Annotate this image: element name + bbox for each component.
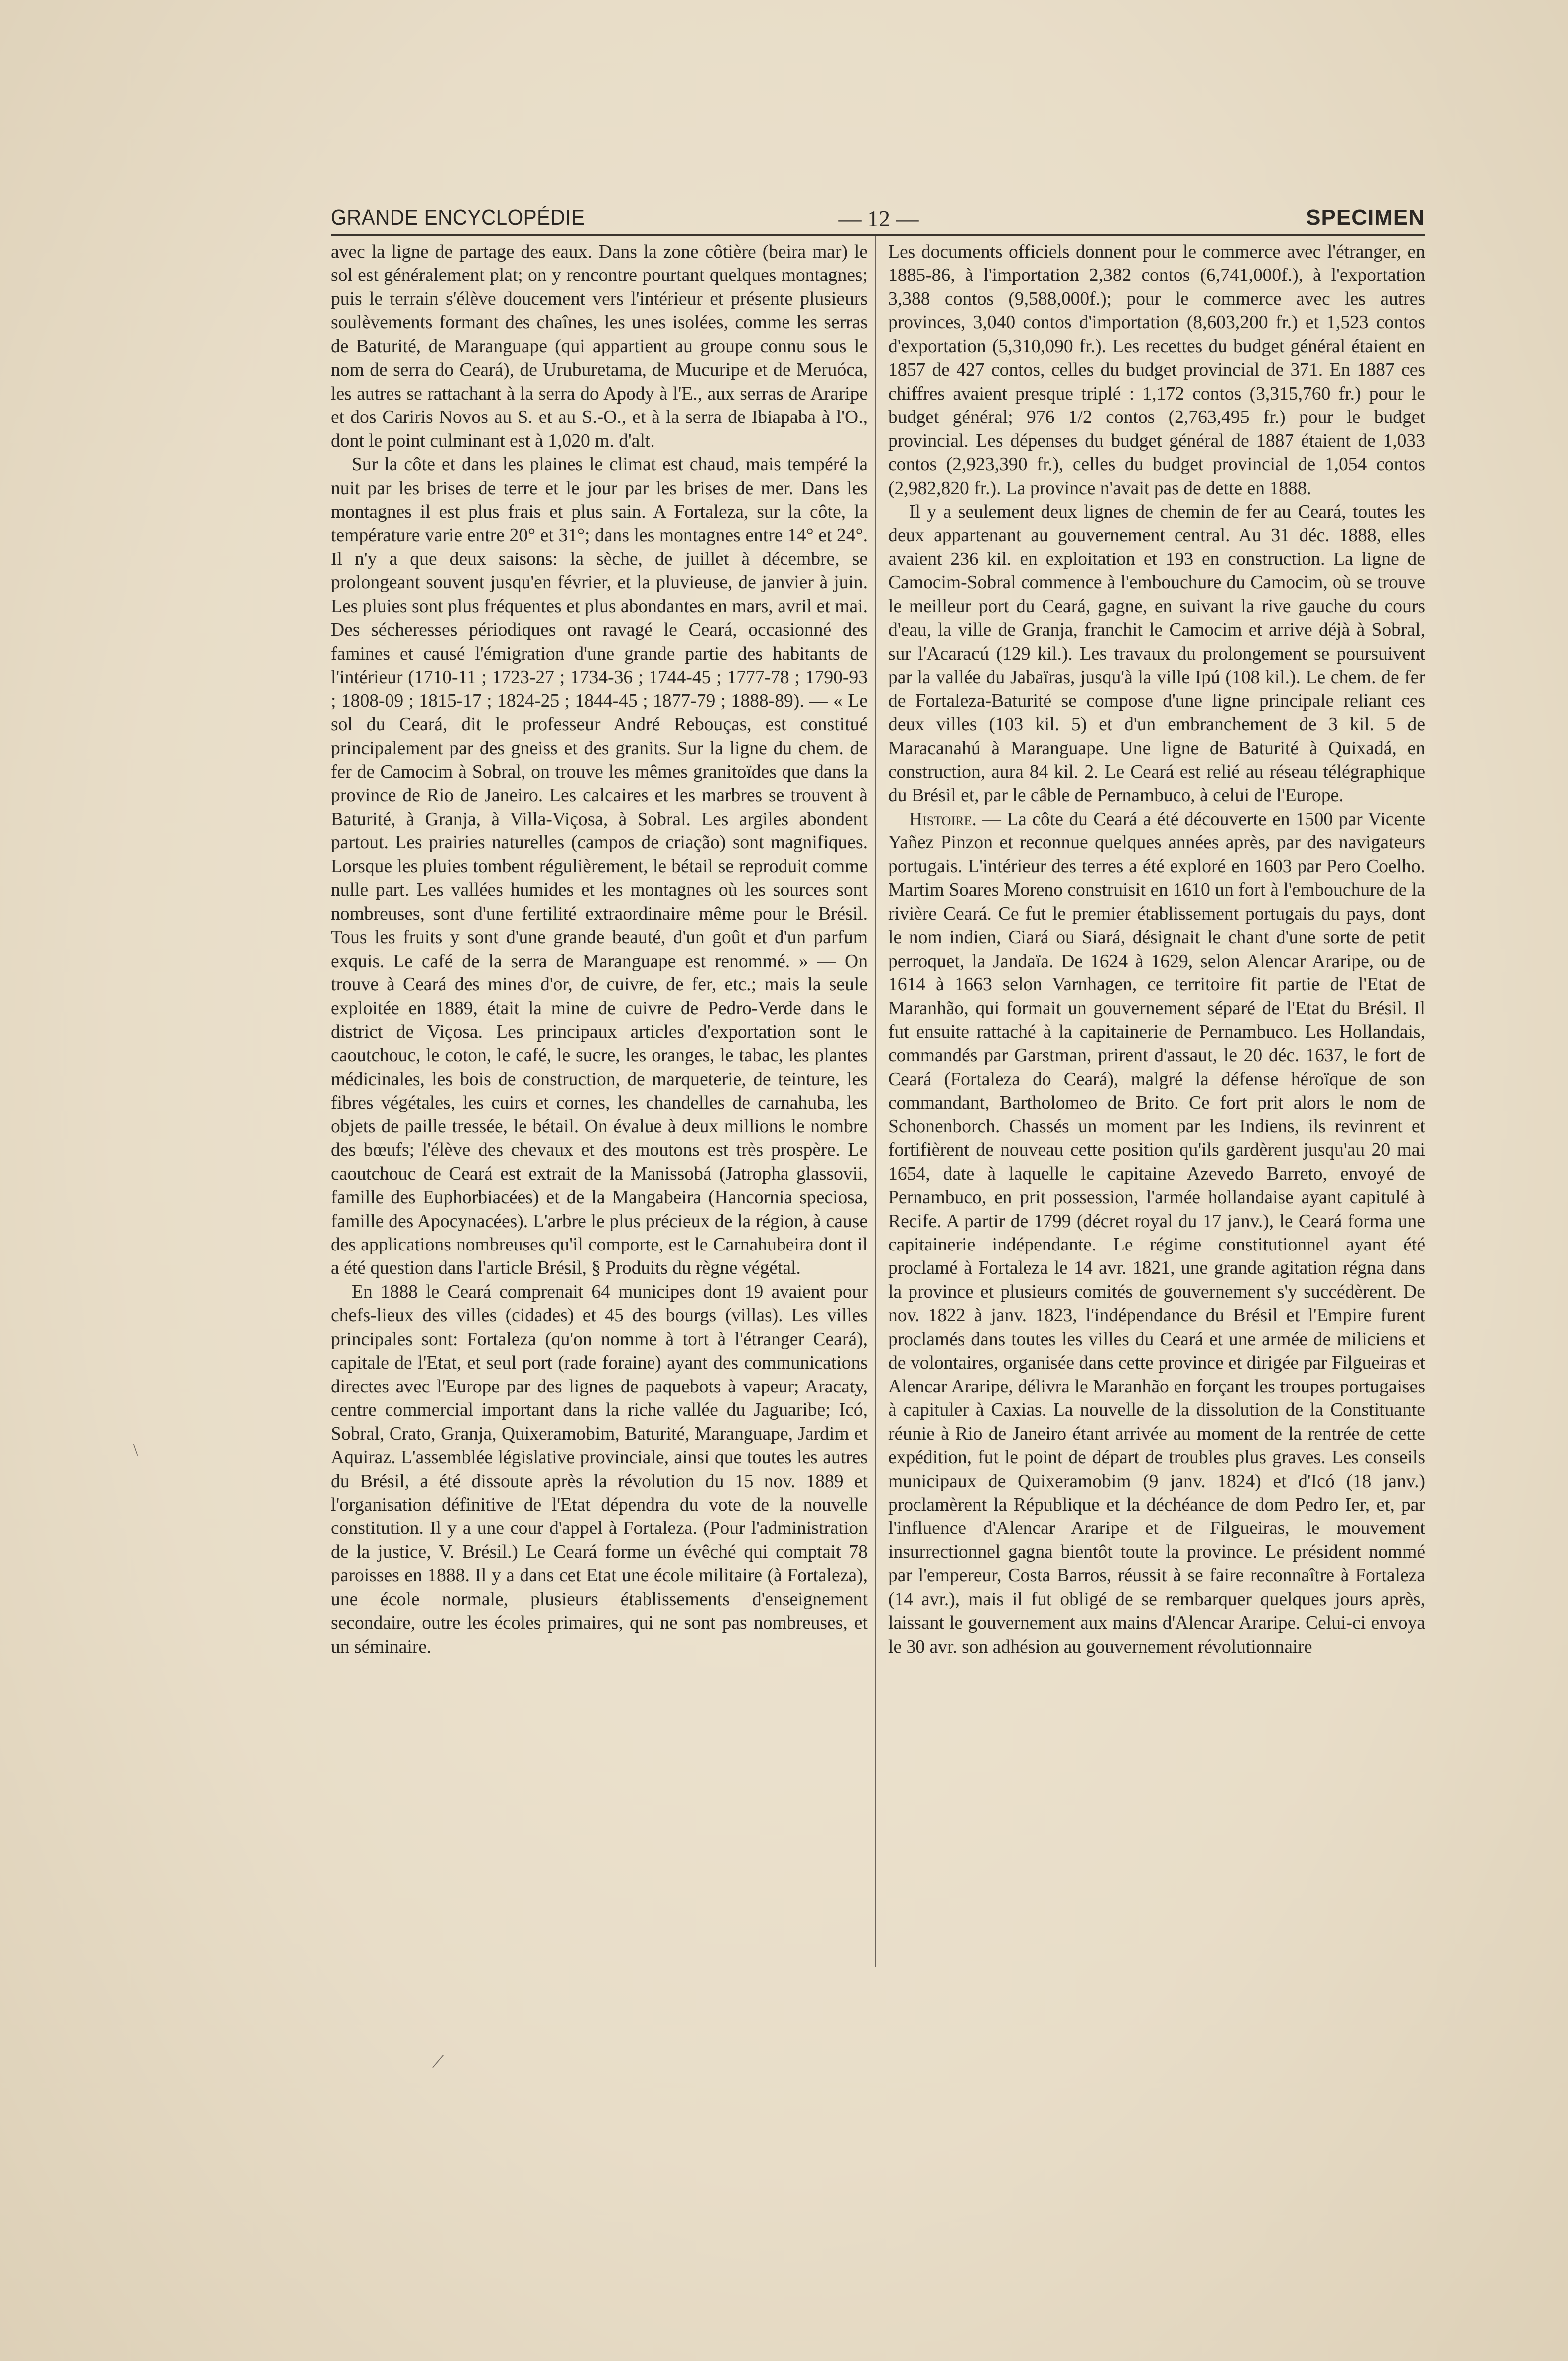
running-header [331, 205, 1425, 234]
column-divider [875, 236, 876, 1967]
header-section: SPECIMEN [1306, 205, 1425, 230]
page-number: — 12 — [838, 206, 919, 231]
left-paragraph-administration: En 1888 le Ceará comprenait 64 municipes dont 19 avaient pour chefs-lieux des villes (cidades) et 45 des bourgs (villas). Les villes principales sont: Fortaleza (qu'on nomme à tort à l'étranger Ceará), capitale de l'Etat, et seul port (rade foraine) ayant des communications directes avec l'Europe par des lignes de paquebots à vapeur; Aracaty, centre commercial important dans la riche vallée du Jaguaribe; Icó, Sobral, Crato, Granja, Quixeramobim, Baturité, Maranguape, Jardim et Aquiraz. L'assemblée législative provinciale, ainsi que toutes les autres du Brésil, a été dissoute après la révolution du 15 nov. 1889 et l'organisation définitive de l'Etat dépendra du vote de la nouvelle constitution. Il y a une cour d'appel à Fortaleza. (Pour l'administration de la justice, V. Brésil.) Le Ceará forme un évêché qui comptait 78 paroisses en 1888. Il y a dans cet Etat une école militaire (à Fortaleza), une école normale, plusieurs établissements d'enseignement secondaire, outre les écoles primaires, qui ne sont pas nombreuses, et un séminaire. [331, 1281, 868, 1657]
left-column [331, 240, 868, 1659]
right-column [888, 240, 1425, 1659]
left-paragraph-climate: Sur la côte et dans les plaines le climat est chaud, mais tempéré la nuit par les brises de terre et le jour par les brises de mer. Dans les montagnes il est plus frais et plus sain. A Fortaleza, sur la côte, la température varie entre 20° et 31°; dans les montagnes entre 14° et 24°. Il n'y a que deux saisons: la sèche, de juillet à décembre, se prolongeant souvent jusqu'en février, et la pluvieuse, de janvier à juin. Les pluies sont plus fréquentes et plus abondantes en mars, avril et mai. Des sécheresses périodiques ont ravagé le Ceará, occasionné des famines et causé l'émigration d'une grande partie des habitants de l'intérieur (1710-11 ; 1723-27 ; 1734-36 ; 1744-45 ; 1777-78 ; 1790-93 ; 1808-09 ; 1815-17 ; 1824-25 ; 1844-45 ; 1877-79 ; 1888-89). — « Le sol du Ceará, dit le professeur André Rebouças, est constitué principalement par des gneiss et des granits. Sur la ligne du chem. de fer de Camocim à Sobral, on trouve les mêmes granitoïdes que dans la province de Rio de Janeiro. Les calcaires et les marbres se trouvent à Baturité, à Granja, à Villa-Viçosa, à Sobral. Les argiles abondent partout. Les prairies naturelles (campos de criação) sont magnifiques. Lorsque les pluies tombent régulièrement, le bétail se reproduit comme nulle part. Les vallées humides et les montagnes où les sources sont nombreuses, sont d'une fertilité extraordinaire même pour le Brésil. Tous les fruits y sont d'une grande beauté, d'un goût et d'un parfum exquis. Le café de la serra de Maranguape est renommé. » — On trouve à Ceará des mines d'or, de cuivre, de fer, etc.; mais la seule exploitée en 1889, était la mine de cuivre de Pedro-Verde dans le district de Viçosa. Les principaux articles d'exportation sont le caoutchouc, le coton, le café, le sucre, les oranges, le tabac, les plantes médicinales, les bois de construction, de marqueterie, de teinture, les fibres végétales, les cuirs et cornes, les chandelles de carnahuba, les objets de paille tressée, le bétail. On évalue à deux millions le nombre des bœufs; l'élève des chevaux et des moutons est très prospère. Le caoutchouc de Ceará est extrait de la Manissobá (Jatropha glassovii, famille des Euphorbiacées) et de la Mangabeira (Hancornia speciosa, famille des Apocynacées). L'arbre le plus précieux de la région, à cause des applications nombreuses qu'il comporte, est le Carnahubeira dont il a été question dans l'article Brésil, § Produits du règne végétal. [331, 454, 868, 1279]
left-paragraph-relief: avec la ligne de partage des eaux. Dans la zone côtière (beira mar) le sol est généralement plat; on y rencontre pourtant quelques montagnes; puis le terrain s'élève doucement vers l'intérieur et présente plusieurs soulèvements formant des chaînes, les unes isolées, comme les serras de Baturité, de Maranguape (qui appartient au groupe connu sous le nom de serra do Ceará), de Uruburetama, de Mucuripe et de Meruóca, les autres se rattachant à la serra do Apody à l'E., aux serras de Araripe et dos Cariris Novos au S. et au S.-O., et à la serra de Ibiapaba à l'O., dont le point culminant est à 1,020 m. d'alt. [331, 242, 868, 451]
history-text: — La côte du Ceará a été découverte en 1500 par Vicente Yañez Pinzon et reconnue quelques années après, par des navigateurs portugais. L'intérieur des terres a été exploré en 1603 par Pero Coelho. Martim Soares Moreno construisit en 1610 un fort à l'embouchure de la rivière Ceará. Ce fut le premier établissement portugais du pays, dont le nom indien, Ciará ou Siará, désignait le chant d'une sorte de petit perroquet, la Jandaïa. De 1624 à 1629, selon Alencar Araripe, ou de 1614 à 1663 selon Varnhagen, ce territoire fit partie de l'Etat de Maranhão, qui formait un gouvernement séparé de l'Etat du Brésil. Il fut ensuite rattaché à la capitainerie de Pernambuco. Les Hollandais, commandés par Garstman, prirent d'assaut, le 20 déc. 1637, le fort de Ceará (Fortaleza do Ceará), malgré la défense héroïque de son commandant, Bartholomeo de Brito. Ce fort prit alors le nom de Schonenborch. Chassés un moment par les Indiens, ils revinrent et fortifièrent de nouveau cette position qu'ils gardèrent jusqu'au 20 mai 1654, date à laquelle le capitaine Azevedo Barreto, envoyé de Pernambuco, en prit possession, l'armée hollandaise ayant capitulé à Recife. A partir de 1799 (décret royal du 17 janv.), le Ceará forma une capitainerie indépendante. Le régime constitutionnel ayant été proclamé à Fortaleza le 14 avr. 1821, une grande agitation régna dans la province et plusieurs comités de gouvernement s'y succédèrent. De nov. 1822 à janv. 1823, l'indépendance du Brésil et l'Empire furent proclamés dans toutes les villes du Ceará et une armée de miliciens et de volontaires, organisée dans cette province et dirigée par Filgueiras et Alencar Araripe, délivra le Maranhão en forçant les troupes portugaises à capituler à Caxias. La nouvelle de la dissolution de la Constituante réunie à Rio de Janeiro étant arrivée au moment de la rentrée de cette expédition, fut le point de départ de troubles plus graves. Les conseils municipaux de Quixeramobim (9 janv. 1824) et d'Icó (18 janv.) proclamèrent la République et la déchéance de dom Pedro Ier, et, par l'influence d'Alencar Araripe et de Filgueiras, le mouvement insurrectionnel gagna bientôt toute la province. Le président nommé par l'empereur, Costa Barros, réussit à se faire reconnaître à Fortaleza (14 avr.), mais il fut obligé de se rembarquer quelques jours après, laissant le gouvernement aux mains d'Alencar Araripe. Celui-ci envoya le 30 avr. son adhésion au gouvernement révolutionnaire [888, 809, 1425, 1657]
history-label: Histoire. [909, 809, 977, 830]
right-paragraph-history [888, 808, 1425, 1659]
right-paragraph-commerce: Les documents officiels donnent pour le commerce avec l'étranger, en 1885-86, à l'importation 2,382 contos (6,741,000f.), à l'exportation 3,388 contos (9,588,000f.); pour le commerce avec les autres provinces, 3,040 contos d'importation (8,603,200 fr.) et 1,523 contos d'exportation (5,310,090 fr.). Les recettes du budget général étaient en 1857 de 427 contos, celles du budget provincial de 371. En 1887 ces chiffres avaient presque triplé : 1,172 contos (3,315,760 fr.) pour le budget général; 976 1/2 contos (2,763,495 fr.) pour le budget provincial. Les dépenses du budget général de 1887 étaient de 1,033 contos (2,923,390 fr.), celles du budget provincial de 1,054 contos (2,982,820 fr.). La province n'avait pas de dette en 1888. [888, 242, 1425, 499]
header-title: GRANDE ENCYCLOPÉDIE [331, 205, 585, 230]
header-rule [331, 234, 1425, 236]
right-paragraph-railways: Il y a seulement deux lignes de chemin de fer au Ceará, toutes les deux appartenant au gouvernement central. Au 31 déc. 1888, elles avaient 236 kil. en exploitation et 193 en construction. La ligne de Camocim-Sobral commence à l'embouchure du Camocim, où se trouve le meilleur port du Ceará, gagne, en suivant la rive gauche du cours d'eau, la ville de Granja, franchit le Camocim et arrive déjà à Sobral, sur l'Acaracú (129 kil.). Les travaux du prolongement se poursuivent par la vallée du Jabaïras, jusqu'à la ville Ipú (108 kil.). Le chem. de fer de Fortaleza-Baturité se compose d'une ligne principale reliant ces deux villes (103 kil. 5) et d'un embranchement de 3 kil. 5 de Maracanahú à Maranguape. Une ligne de Baturité à Quixadá, en construction, aura 84 kil. 2. Le Ceará est relié au réseau télégraphique du Brésil et, par le câble de Pernambuco, à celui de l'Europe. [888, 501, 1425, 806]
stray-mark-bottom: ⟋ [432, 2053, 444, 2071]
stray-mark-left: \ [133, 1441, 138, 1459]
